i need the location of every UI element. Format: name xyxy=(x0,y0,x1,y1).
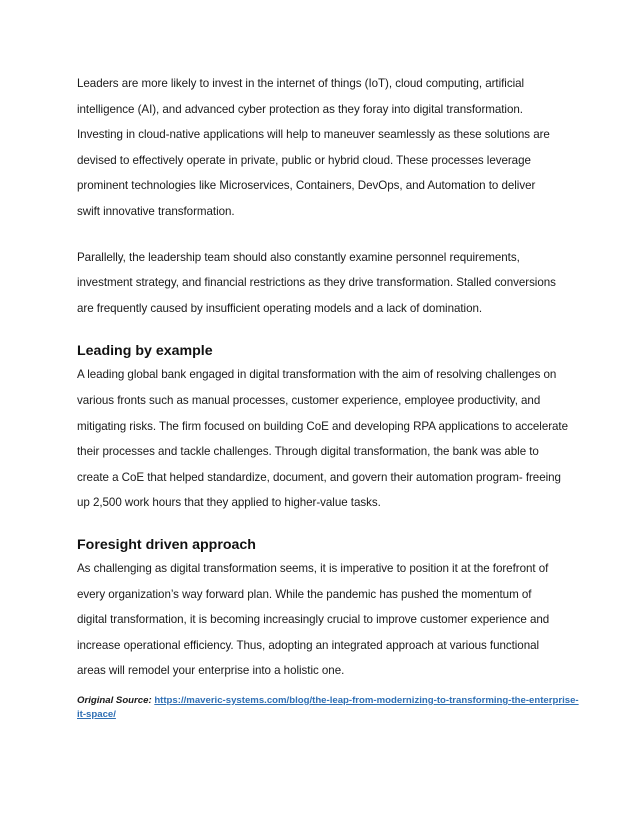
source-link[interactable] xyxy=(77,695,579,720)
section-spacer xyxy=(77,321,577,341)
foresight-paragraph xyxy=(77,556,577,684)
source-label: Original Source: xyxy=(77,694,152,706)
paragraph-line: various fronts such as manual processes, customer experience, employee productivity, and xyxy=(77,393,541,407)
paragraph-line: their processes and tackle challenges. Through digital transformation, the bank was able to xyxy=(77,445,539,459)
paragraph-line: create a CoE that helped standardize, document, and govern their automation program- freeing xyxy=(77,470,561,484)
paragraph-line: Leaders are more likely to invest in the internet of things (IoT), cloud computing, artificial xyxy=(77,77,525,90)
paragraph-line: up 2,500 work hours that they applied to higher-value tasks. xyxy=(77,496,381,510)
original-source xyxy=(77,694,577,722)
section-spacer xyxy=(77,516,577,535)
paragraph-line: prominent technologies like Microservices, Containers, DevOps, and Automation to deliver xyxy=(77,179,536,193)
paragraph-line: As challenging as digital transformation seems, it is imperative to position it at the forefront of xyxy=(77,561,549,575)
paragraph-line: Parallelly, the leadership team should also constantly examine personnel requirements, xyxy=(77,250,520,264)
paragraph-line: investment strategy, and financial restrictions as they drive transformation. Stalled conversions xyxy=(77,276,556,290)
paragraph-line: are frequently caused by insufficient operating models and a lack of domination. xyxy=(77,301,483,315)
source-link-line: https://maveric-systems.com/blog/the-leap-from-modernizing-to-transforming-the-enterprise- xyxy=(154,694,579,706)
leading-by-example-paragraph xyxy=(77,362,577,516)
paragraph-spacer xyxy=(77,225,577,245)
paragraph-line: areas will remodel your enterprise into a holistic one. xyxy=(77,664,345,678)
paragraph-line: mitigating risks. The firm focused on building CoE and developing RPA applications to accelerate xyxy=(77,419,569,433)
paragraph-line: swift innovative transformation. xyxy=(77,204,235,218)
paragraph-line: digital transformation, it is becoming increasingly crucial to improve customer experience and xyxy=(77,613,550,627)
paragraph-line: devised to effectively operate in private, public or hybrid cloud. These processes leverage xyxy=(77,153,531,167)
paragraph-line: increase operational efficiency. Thus, adopting an integrated approach at various functional xyxy=(77,638,540,652)
section-heading-leading-by-example: Leading by example xyxy=(77,343,213,360)
paragraph-line: every organization’s way forward plan. While the pandemic has pushed the momentum of xyxy=(77,587,532,601)
document-content xyxy=(77,71,577,722)
source-link-line: it-space/ xyxy=(77,708,116,720)
paragraph-line: A leading global bank engaged in digital transformation with the aim of resolving challenges on xyxy=(77,368,557,382)
paragraph-line: Investing in cloud-native applications will help to maneuver seamlessly as these solutions are xyxy=(77,128,550,142)
section-heading-foresight-driven-approach: Foresight driven approach xyxy=(77,536,256,553)
intro-paragraph xyxy=(77,71,577,225)
paragraph-line: intelligence (AI), and advanced cyber protection as they foray into digital transformation. xyxy=(77,102,523,116)
leadership-paragraph xyxy=(77,245,577,322)
